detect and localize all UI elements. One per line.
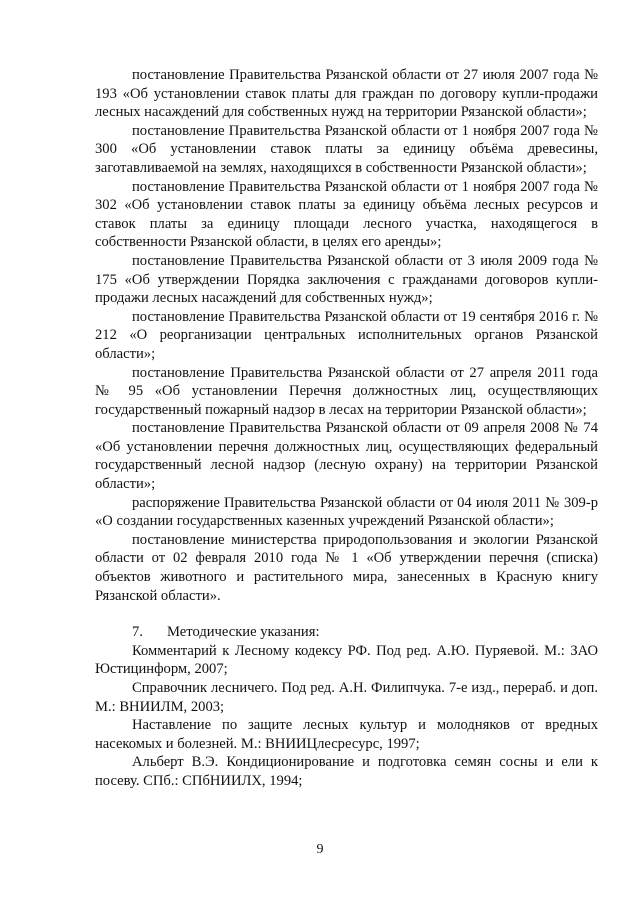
- paragraph: постановление Правительства Рязанской области от 1 ноября 2007 года № 302 «Об установлении ставок платы за единицу объёма лесных ресурсов и ставок платы за единицу площади лесного участка, находящегося в собственности Рязанской области, в целях его аренды»;: [95, 178, 598, 251]
- paragraph: постановление министерства природопользования и экологии Рязанской области от 02 февраля 2010 года № 1 «Об утверждении перечня (списка) объектов животного и растительного мира, занесенных в Красную книгу Рязанской области».: [95, 531, 598, 604]
- paragraph: постановление Правительства Рязанской области от 3 июля 2009 года № 175 «Об утверждении Порядка заключения с гражданами договоров купли-продажи лесных насаждений для собственных нужд»;: [95, 252, 598, 307]
- paragraph: постановление Правительства Рязанской области от 09 апреля 2008 № 74 «Об установлении перечня должностных лиц, осуществляющих федеральный государственный лесной надзор (лесную охрану) на территории Рязанской области»;: [95, 420, 598, 493]
- reference-item: Альберт В.Э. Кондиционирование и подготовка семян сосны и ели к посеву. СПб.: СПбНИИЛХ, 1994;: [95, 754, 598, 789]
- document-page: [95, 66, 598, 791]
- section-number: 7.: [132, 624, 143, 641]
- paragraph: распоряжение Правительства Рязанской области от 04 июля 2011 № 309-р «О создании государственных казенных учреждений Рязанской области»;: [95, 494, 598, 530]
- page-number: 9: [316, 842, 324, 857]
- paragraph: постановление Правительства Рязанской области от 1 ноября 2007 года № 300 «Об установлении ставок платы за единицу объёма древесины, заготавливаемой на землях, находящихся в собственности Рязанской области»;: [95, 122, 598, 176]
- paragraph: постановление Правительства Рязанской области от 19 сентября 2016 г. № 212 «О реорганизации центральных исполнительных органов Рязанской области»;: [95, 308, 598, 362]
- paragraph: постановление Правительства Рязанской области от 27 апреля 2011 года № 95 «Об установлении Перечня должностных лиц, осуществляющих государственный пожарный надзор в лесах на территории Рязанской области»;: [95, 364, 598, 418]
- reference-item: Комментарий к Лесному кодексу РФ. Под ред. А.Ю. Пуряевой. М.: ЗАО Юстицинформ, 2007;: [95, 642, 598, 678]
- reference-item: Справочник лесничего. Под ред. А.Н. Филипчука. 7-е изд., перераб. и доп. М.: ВНИИЛМ, 2003;: [95, 680, 598, 715]
- reference-item: Наставление по защите лесных культур и молодняков от вредных насекомых и болезней. М.: ВНИИЦлесресурс, 1997;: [95, 717, 598, 752]
- spacer: [95, 605, 598, 623]
- section-heading: [95, 623, 598, 642]
- section-title: Методические указания:: [167, 624, 320, 641]
- paragraph: постановление Правительства Рязанской области от 27 июля 2007 года № 193 «Об установлении ставок платы для граждан по договору купли-продажи лесных насаждений для собственных нужд на территории Рязанской области»;: [95, 67, 598, 121]
